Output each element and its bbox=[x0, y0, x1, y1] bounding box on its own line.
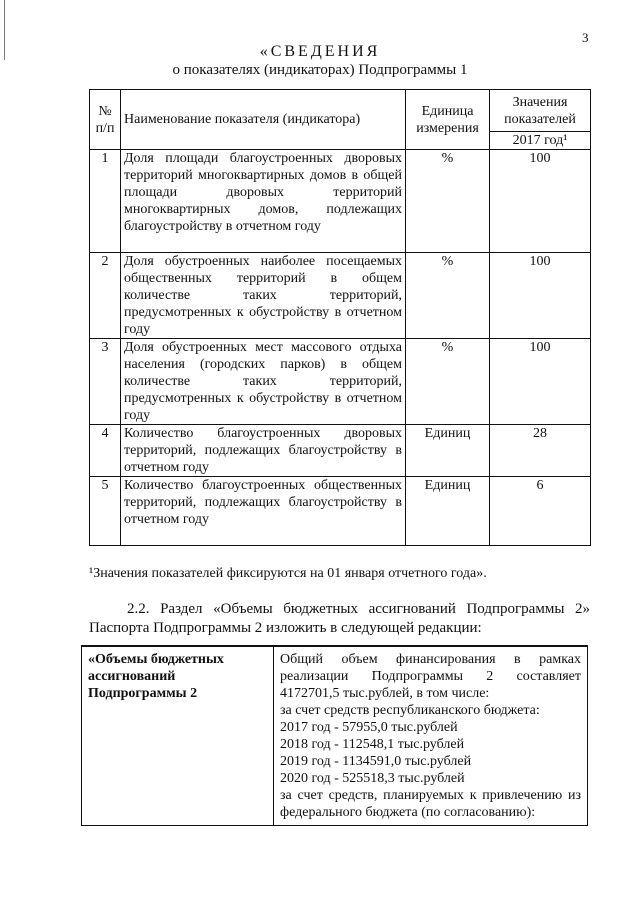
header-values: Значения показателей bbox=[490, 90, 591, 132]
finance-year-line: 2017 год - 57955,0 тыс.рублей bbox=[280, 720, 458, 735]
finance-table bbox=[81, 645, 588, 826]
indicator-name: Доля площади благоустроенных дворовых территорий многоквартирных домов в общей площади дворовых территорий многоквартирных домов, подлежащих благоустройству в отчетном году bbox=[121, 150, 406, 253]
finance-year-line: 2018 год - 112548,1 тыс.рублей bbox=[280, 737, 465, 752]
table-row bbox=[90, 339, 591, 425]
header-indicator-name: Наименование показателя (индикатора) bbox=[121, 90, 406, 150]
finance-federal-source: за счет средств, планируемых к привлечению из федерального бюджета (по согласованию): bbox=[280, 788, 581, 820]
amendment-text: 2.2. Раздел «Объемы бюджетных ассигнований Подпрограммы 2» Паспорта Подпрограммы 2 изложить в следующей редакции: bbox=[89, 601, 590, 636]
finance-year-line: 2019 год - 1134591,0 тыс.рублей bbox=[280, 754, 472, 769]
finance-details bbox=[274, 646, 588, 826]
table-row bbox=[90, 253, 591, 339]
indicators-table bbox=[89, 89, 591, 546]
row-number: 5 bbox=[90, 477, 121, 546]
finance-label: «Объемы бюджетных ассигнований Подпрограммы 2 bbox=[82, 646, 274, 826]
indicator-unit: Единиц bbox=[406, 425, 490, 477]
finance-republic-source: за счет средств республиканского бюджета: bbox=[280, 703, 540, 718]
header-number: № п/п bbox=[90, 90, 121, 150]
page-number: 3 bbox=[582, 30, 589, 45]
row-number: 1 bbox=[90, 150, 121, 253]
indicator-unit: % bbox=[406, 150, 490, 253]
indicator-value: 6 bbox=[490, 477, 591, 546]
finance-year-line: 2020 год - 525518,3 тыс.рублей bbox=[280, 771, 465, 786]
indicator-unit: Единиц bbox=[406, 477, 490, 546]
indicator-name: Количество благоустроенных дворовых территорий, подлежащих благоустройству в отчетном году bbox=[121, 425, 406, 477]
row-number: 2 bbox=[90, 253, 121, 339]
indicator-unit: % bbox=[406, 253, 490, 339]
indicator-value: 100 bbox=[490, 339, 591, 425]
indicator-value: 100 bbox=[490, 150, 591, 253]
finance-row bbox=[82, 646, 588, 826]
indicator-name: Количество благоустроенных общественных территорий, подлежащих благоустройству в отчетном году bbox=[121, 477, 406, 546]
row-number: 3 bbox=[90, 339, 121, 425]
header-unit: Единица измерения bbox=[406, 90, 490, 150]
table-row bbox=[90, 150, 591, 253]
row-number: 4 bbox=[90, 425, 121, 477]
finance-intro: Общий объем финансирования в рамках реализации Подпрограммы 2 составляет 4172701,5 тыс.рублей, в том числе: bbox=[280, 652, 581, 701]
document-title: «СВЕДЕНИЯ bbox=[259, 43, 381, 60]
indicator-value: 100 bbox=[490, 253, 591, 339]
indicator-name: Доля обустроенных наиболее посещаемых общественных территорий в общем количестве таких территорий, предусмотренных к обустройству в отчетном году bbox=[121, 253, 406, 339]
amendment-paragraph bbox=[89, 600, 590, 638]
table-row bbox=[90, 477, 591, 546]
indicator-name: Доля обустроенных мест массового отдыха населения (городских парков) в общем количестве таких территорий, предусмотренных к обустройству в отчетном году bbox=[121, 339, 406, 425]
table-row bbox=[90, 425, 591, 477]
indicators-header-row bbox=[90, 90, 591, 132]
indicator-value: 28 bbox=[490, 425, 591, 477]
indicator-unit: % bbox=[406, 339, 490, 425]
header-year: 2017 год¹ bbox=[490, 132, 591, 150]
document-subtitle: о показателях (индикаторах) Подпрограммы 1 bbox=[172, 62, 468, 78]
table-footnote: ¹Значения показателей фиксируются на 01 января отчетного года». bbox=[89, 566, 487, 581]
